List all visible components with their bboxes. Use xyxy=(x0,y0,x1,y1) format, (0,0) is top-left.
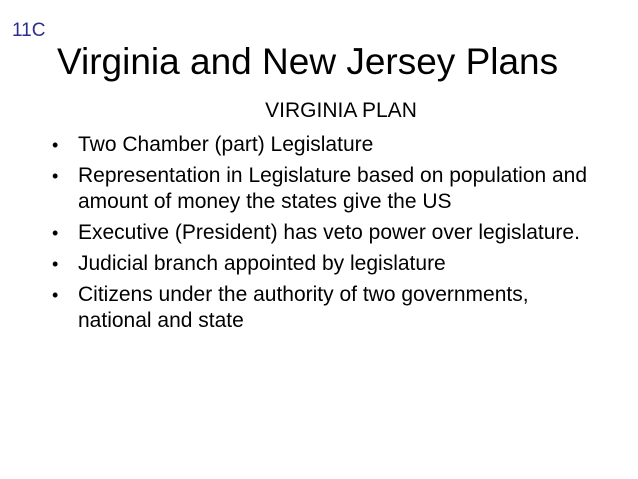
bullet-text: Two Chamber (part) Legislature xyxy=(78,133,374,156)
bullet-text: Citizens under the authority of two governments, national and state xyxy=(78,283,529,332)
slide-number-label: 11C xyxy=(12,20,46,41)
bullet-item xyxy=(46,163,606,215)
bullet-icon: • xyxy=(52,254,59,274)
bullet-icon: • xyxy=(52,285,59,305)
slide-title: Virginia and New Jersey Plans xyxy=(57,41,559,82)
bullet-list xyxy=(46,132,606,339)
bullet-icon: • xyxy=(52,135,59,155)
bullet-text: Judicial branch appointed by legislature xyxy=(78,252,446,275)
bullet-item xyxy=(46,251,606,277)
bullet-icon: • xyxy=(52,166,59,186)
bullet-item xyxy=(46,282,606,334)
bullet-item xyxy=(46,132,606,158)
bullet-text: Executive (President) has veto power over legislature. xyxy=(78,221,580,244)
bullet-item xyxy=(46,220,606,246)
section-heading: VIRGINIA PLAN xyxy=(265,99,417,122)
bullet-icon: • xyxy=(52,223,59,243)
bullet-text: Representation in Legislature based on population and amount of money the states give the US xyxy=(78,164,588,213)
